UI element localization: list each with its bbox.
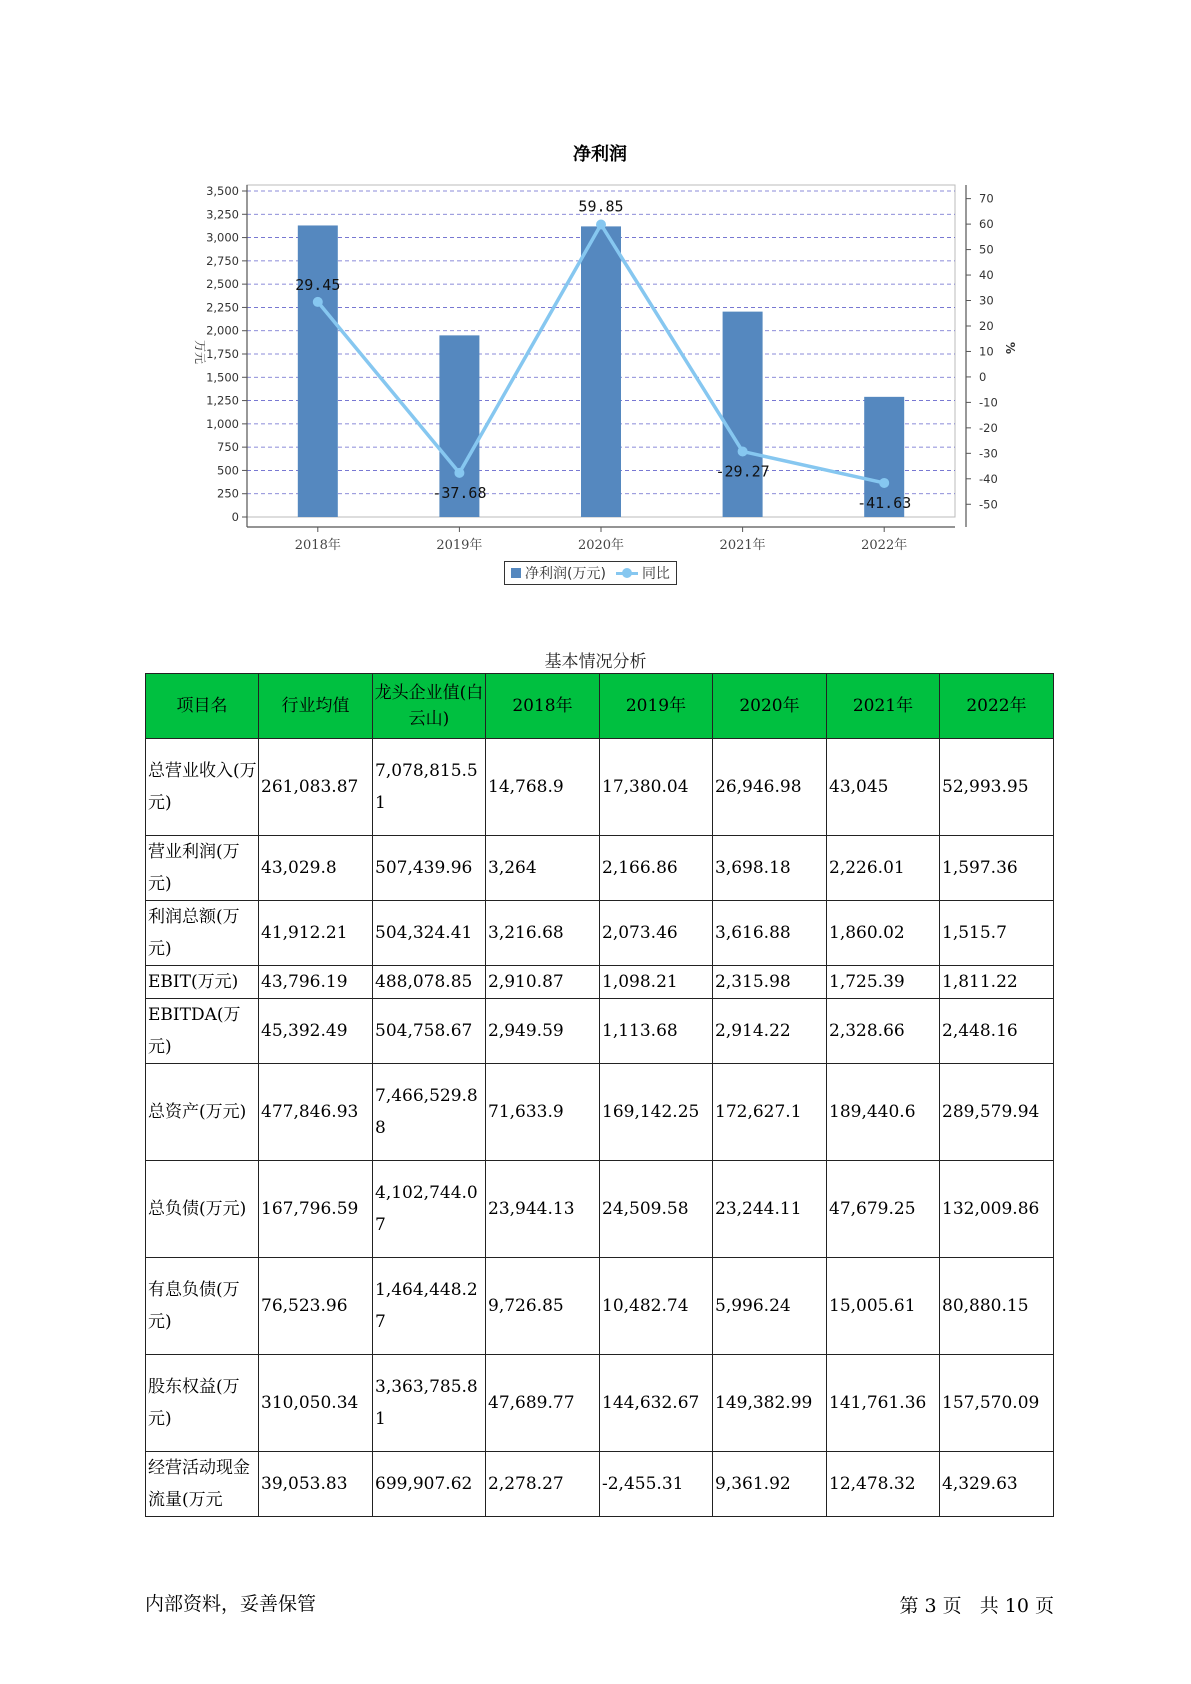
- table-cell: 504,758.67: [373, 999, 486, 1064]
- table-cell: EBIT(万元): [146, 966, 259, 999]
- data-label: 29.45: [295, 275, 341, 294]
- table-cell: 总营业收入(万元): [146, 739, 259, 836]
- header-2018: 2018年: [486, 674, 600, 739]
- y-left-tick-label: 2,750: [206, 253, 239, 268]
- legend-item-net-profit: [511, 563, 606, 583]
- table-row: [146, 739, 1054, 836]
- table-cell: 14,768.9: [486, 739, 600, 836]
- table-cell: 1,860.02: [827, 901, 940, 966]
- legend-bar-swatch: [511, 568, 521, 578]
- yoy-point: [313, 297, 323, 307]
- table-cell: 3,363,785.81: [373, 1355, 486, 1452]
- table-cell: 41,912.21: [259, 901, 373, 966]
- table-cell: 45,392.49: [259, 999, 373, 1064]
- table-row: [146, 1258, 1054, 1355]
- table-row: [146, 836, 1054, 901]
- table-cell: 76,523.96: [259, 1258, 373, 1355]
- table-cell: 172,627.1: [713, 1064, 827, 1161]
- table-cell: 43,796.19: [259, 966, 373, 999]
- table-row: [146, 1064, 1054, 1161]
- table-cell: 总资产(万元): [146, 1064, 259, 1161]
- table-cell: 2,949.59: [486, 999, 600, 1064]
- y-left-tick-label: 2,000: [206, 323, 239, 338]
- table-cell: 5,996.24: [713, 1258, 827, 1355]
- x-tick-label: 2022年: [861, 538, 908, 553]
- table-row: [146, 901, 1054, 966]
- bar-series: [298, 225, 904, 517]
- y-right-tick-label: 60: [979, 217, 994, 232]
- x-tick-label: 2021年: [719, 538, 766, 553]
- legend-label-yoy: 同比: [641, 566, 670, 582]
- y-right-tick-label: 20: [979, 318, 994, 333]
- chart-legend: [504, 561, 677, 585]
- table-row: [146, 1161, 1054, 1258]
- table-cell: 157,570.09: [940, 1355, 1054, 1452]
- table-row: [146, 1452, 1054, 1517]
- table-cell: 3,264: [486, 836, 600, 901]
- table-cell: 1,811.22: [940, 966, 1054, 999]
- chart-title: 净利润: [573, 144, 627, 165]
- table-cell: 132,009.86: [940, 1161, 1054, 1258]
- y-right-tick-label: -30: [979, 446, 998, 461]
- data-label: -41.63: [857, 493, 912, 512]
- x-tick-label: 2018年: [294, 538, 341, 553]
- y-left-tick-label: 3,250: [206, 207, 239, 222]
- y-right-tick-label: 50: [979, 242, 994, 257]
- table-cell: 2,073.46: [600, 901, 713, 966]
- table-cell: -2,455.31: [600, 1452, 713, 1517]
- y-right-tick-label: 0: [979, 369, 987, 384]
- table-cell: 2,278.27: [486, 1452, 600, 1517]
- header-industry-avg: 行业均值: [259, 674, 373, 739]
- yoy-point: [454, 468, 464, 478]
- table-cell: 2,448.16: [940, 999, 1054, 1064]
- table-cell: 167,796.59: [259, 1161, 373, 1258]
- table-cell: 4,102,744.07: [373, 1161, 486, 1258]
- table-cell: 261,083.87: [259, 739, 373, 836]
- table-cell: 2,226.01: [827, 836, 940, 901]
- data-label: -29.27: [715, 462, 770, 481]
- y-left-tick-label: 3,000: [206, 230, 239, 245]
- table-cell: 3,616.88: [713, 901, 827, 966]
- data-label: -37.68: [432, 483, 487, 502]
- header-2019: 2019年: [600, 674, 713, 739]
- y-left-tick-label: 1,250: [206, 393, 239, 408]
- legend-line-swatch: [616, 567, 638, 579]
- y-left-tick-label: 1,750: [206, 347, 239, 361]
- table-cell: 144,632.67: [600, 1355, 713, 1452]
- y-right-tick-label: 10: [979, 344, 994, 359]
- table-cell: 23,944.13: [486, 1161, 600, 1258]
- table-cell: 488,078.85: [373, 966, 486, 999]
- table-cell: 12,478.32: [827, 1452, 940, 1517]
- table-cell: 507,439.96: [373, 836, 486, 901]
- y-right-tick-label: 70: [979, 191, 994, 206]
- x-tick-label: 2020年: [577, 538, 625, 553]
- table-cell: 2,328.66: [827, 999, 940, 1064]
- table-header-row: [146, 674, 1054, 739]
- table-cell: 1,098.21: [600, 966, 713, 999]
- table-row: [146, 966, 1054, 999]
- y-left-tick-label: 3,500: [206, 184, 239, 198]
- y-right-tick-label: 30: [979, 293, 994, 308]
- table-cell: 47,689.77: [486, 1355, 600, 1452]
- table-cell: 9,726.85: [486, 1258, 600, 1355]
- y-axis-right-label: %: [1003, 341, 1017, 355]
- table-cell: 189,440.6: [827, 1064, 940, 1161]
- table-cell: 52,993.95: [940, 739, 1054, 836]
- legend-item-yoy: [616, 563, 670, 583]
- table-cell: 1,113.68: [600, 999, 713, 1064]
- y-left-tick-label: 2,250: [206, 300, 239, 315]
- header-item-name: 项目名: [146, 674, 259, 739]
- y-left-tick-label: 1,500: [206, 370, 239, 385]
- table-cell: 3,216.68: [486, 901, 600, 966]
- table-cell: 1,464,448.27: [373, 1258, 486, 1355]
- table-cell: 23,244.11: [713, 1161, 827, 1258]
- footer-confidential-note: 内部资料，妥善保管: [145, 1593, 317, 1615]
- table-cell: 7,466,529.88: [373, 1064, 486, 1161]
- y-axis-left-label: 万元: [193, 339, 207, 365]
- table-cell: 股东权益(万元): [146, 1355, 259, 1452]
- table-cell: 3,698.18: [713, 836, 827, 901]
- table-cell: 699,907.62: [373, 1452, 486, 1517]
- table-cell: 504,324.41: [373, 901, 486, 966]
- table-cell: 477,846.93: [259, 1064, 373, 1161]
- table-cell: 149,382.99: [713, 1355, 827, 1452]
- yoy-point: [738, 446, 748, 456]
- table-row: [146, 999, 1054, 1064]
- table-row: [146, 1355, 1054, 1452]
- legend-label-net-profit: 净利润(万元): [525, 566, 606, 582]
- table-cell: 310,050.34: [259, 1355, 373, 1452]
- y-left-tick-label: 2,500: [206, 277, 239, 292]
- table-cell: 15,005.61: [827, 1258, 940, 1355]
- y-right-tick-label: -40: [979, 471, 998, 486]
- y-left-tick-label: 500: [217, 463, 239, 478]
- bar: [723, 312, 763, 517]
- footer-page-number: 第 3 页 共 10 页: [899, 1595, 1054, 1617]
- table-cell: 80,880.15: [940, 1258, 1054, 1355]
- table-cell: 289,579.94: [940, 1064, 1054, 1161]
- table-cell: 17,380.04: [600, 739, 713, 836]
- table-cell: 9,361.92: [713, 1452, 827, 1517]
- bar: [581, 226, 621, 517]
- y-right-tick-label: -10: [979, 395, 998, 410]
- header-leader-value: 龙头企业值(白云山): [373, 674, 486, 739]
- header-2022: 2022年: [940, 674, 1054, 739]
- table-cell: 1,725.39: [827, 966, 940, 999]
- y-right-tick-label: 40: [979, 268, 994, 283]
- y-left-tick-label: 750: [217, 440, 239, 455]
- table-cell: 39,053.83: [259, 1452, 373, 1517]
- table-cell: 24,509.58: [600, 1161, 713, 1258]
- table-cell: 7,078,815.51: [373, 739, 486, 836]
- table-caption: 基本情况分析: [544, 652, 647, 672]
- table-cell: EBITDA(万元): [146, 999, 259, 1064]
- table-cell: 2,315.98: [713, 966, 827, 999]
- header-2021: 2021年: [827, 674, 940, 739]
- table-cell: 2,910.87: [486, 966, 600, 999]
- net-profit-chart: [0, 0, 1191, 600]
- table-cell: 141,761.36: [827, 1355, 940, 1452]
- table-cell: 1,515.7: [940, 901, 1054, 966]
- table-cell: 1,597.36: [940, 836, 1054, 901]
- header-2020: 2020年: [713, 674, 827, 739]
- table-cell: 经营活动现金流量(万元: [146, 1452, 259, 1517]
- table-cell: 总负债(万元): [146, 1161, 259, 1258]
- table-cell: 43,045: [827, 739, 940, 836]
- basic-analysis-table: [145, 673, 1054, 1517]
- yoy-point: [879, 478, 889, 488]
- table-cell: 2,166.86: [600, 836, 713, 901]
- x-tick-label: 2019年: [436, 538, 483, 553]
- table-cell: 26,946.98: [713, 739, 827, 836]
- table-cell: 169,142.25: [600, 1064, 713, 1161]
- table-cell: 43,029.8: [259, 836, 373, 901]
- table-cell: 2,914.22: [713, 999, 827, 1064]
- table-cell: 47,679.25: [827, 1161, 940, 1258]
- table-cell: 有息负债(万元): [146, 1258, 259, 1355]
- table-cell: 71,633.9: [486, 1064, 600, 1161]
- bar: [298, 225, 338, 517]
- y-right-tick-label: -50: [979, 497, 998, 512]
- y-right-tick-label: -20: [979, 420, 998, 435]
- table-cell: 利润总额(万元): [146, 901, 259, 966]
- table-cell: 10,482.74: [600, 1258, 713, 1355]
- y-left-tick-label: 0: [231, 510, 239, 524]
- table-cell: 营业利润(万元): [146, 836, 259, 901]
- yoy-point: [596, 219, 606, 229]
- y-left-tick-label: 250: [217, 486, 239, 501]
- y-left-tick-label: 1,000: [206, 416, 239, 431]
- table-cell: 4,329.63: [940, 1452, 1054, 1517]
- data-label: 59.85: [578, 197, 624, 216]
